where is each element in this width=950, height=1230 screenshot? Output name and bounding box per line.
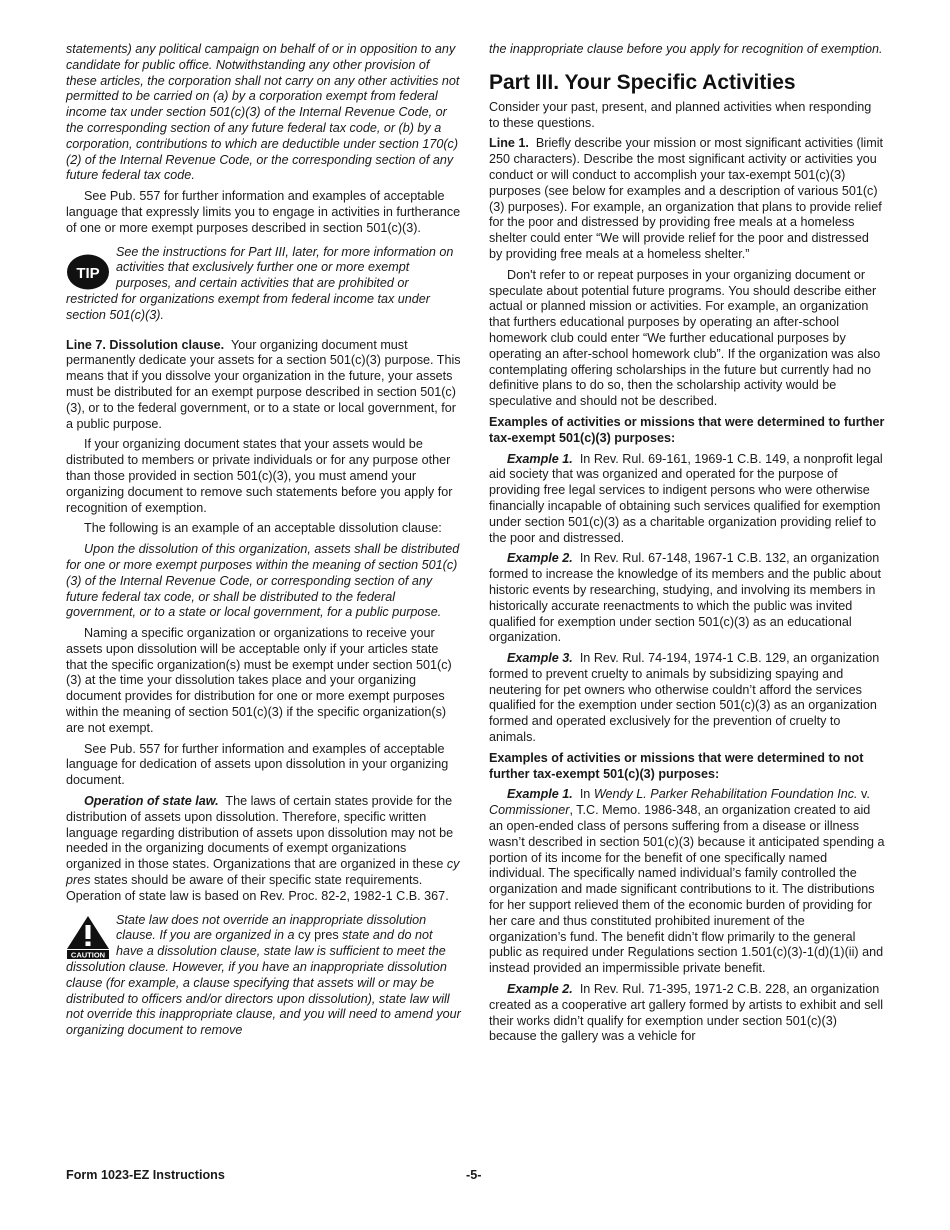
- paragraph: Don't refer to or repeat purposes in your organizing document or speculate about potential future programs. You should describe either actual or planned mission or activities. For example, an organization that furthers educational purposes by operating an after-school homework club could enter “We further educational purposes by operating an after-school homework club”. If the organization was also contemplating offering scholarships in the future but currently had no definitive plans to do so, then the scholarship activity would be speculative and should not be described.: [489, 267, 881, 409]
- right-column: [489, 42, 885, 1050]
- paragraph: See Pub. 557 for further information and examples of acceptable language for dedication of assets upon dissolution in your organizing document.: [66, 741, 449, 788]
- line7-paragraph: [66, 338, 462, 433]
- dissolution-clause-example: Upon the dissolution of this organization, assets shall be distributed for one or more exempt purposes within the meaning of section 501(c)(3) of the Internal Revenue Code, or corresponding section of any future federal tax code, or shall be distributed to the federal government, or to a state or local government, for a public purpose.: [66, 542, 460, 620]
- paragraph: If your organizing document states that your assets would be distributed to members or private individuals or for any purpose other than those provided in section 501(c)(3), you must amend your organizing document to remove such statements before you apply for recognition of exemption.: [66, 437, 453, 515]
- example-paragraph: Example 2. In Rev. Rul. 71-395, 1971-2 C.B. 228, an organization created as a cooperative art gallery formed by artists to exhibit and sell their works didn’t qualify for exemption under section 501(c)(3) because the gallery was a vehicle for: [489, 982, 884, 1044]
- caution-icon: [66, 915, 110, 959]
- example-paragraph: Example 1. In Wendy L. Parker Rehabilitation Foundation Inc. v. Commissioner, T.C. Memo. 1986-348, an organization created to aid an open-ended class of persons suffering from a disease or illness wasn’t described in section 501(c)(3) because it anticipated spending a portion of its income for the benefit of one specifically named individual. The specifically named individual’s family controlled the organization and made significant contributions to it. The distributions for her support relieved them of the economic burden of providing for her care and thus constituted prohibited inurement of the organization’s fund. The benefit didn’t flow primarily to the general public as required under Regulations section 1.501(c)(3)-1(d)(1)(ii) and instead provided an impermissible private benefit.: [489, 787, 885, 976]
- footer-form-name: Form 1023-EZ Instructions: [66, 1168, 225, 1182]
- line1-heading: Line 1.: [489, 136, 529, 151]
- paragraph: statements) any political campaign on behalf of or in opposition to any candidate for public office. Notwithstanding any other provision of these articles, the corporation shall not carry on any other activities not permitted to be carried on (a) by a corporation exempt from federal income tax under section 501(c)(3) of the Internal Revenue Code, or the corresponding section of any future federal tax code, or (b) by a corporation, contributions to which are deductible under section 170(c)(2) of the Internal Revenue Code, or the corresponding section of any future federal tax code.: [66, 42, 460, 183]
- footer-page-number: -5-: [466, 1168, 482, 1182]
- tip-icon-label: TIP: [76, 264, 100, 282]
- tip-text: See the instructions for Part III, later, for more information on activities that exclusively further one or more exempt purposes, and certain activities that are prohibited or restricted for organizations exempt from federal income tax under section 501(c)(3).: [66, 244, 454, 322]
- caution-callout: [66, 913, 462, 1039]
- part-iii-heading: Part III. Your Specific Activities: [489, 70, 796, 94]
- paragraph: The following is an example of an acceptable dissolution clause:: [84, 521, 442, 536]
- paragraph: the inappropriate clause before you apply for recognition of exemption.: [489, 42, 883, 56]
- tip-callout: [66, 245, 462, 324]
- paragraph: Naming a specific organization or organizations to receive your assets upon dissolution will be acceptable only if your articles state that the specific organization(s) must be exempt under section 501(c)(3) at the time your dissolution takes place and your organizing document provides for distribution for one or more exempt purposes within the meaning of section 501(c)(3) if the specific organization(s) are not exempt.: [66, 626, 452, 735]
- line7-heading: Line 7. Dissolution clause.: [66, 337, 225, 352]
- line1-paragraph: Line 1. Briefly describe your mission or most significant activities (limit 250 characters). Describe the most significant activity or activities you conduct or will conduct to accomplish your tax-exempt 501(c)(3) purposes (see below for examples and a description of various 501(c)(3) purposes). For example, an organization that plans to provide relief for the poor and distressed by providing free meals at a homeless shelter could enter “We will provide relief for the poor and distressed by providing free meals at a homeless shelter.”: [489, 136, 884, 261]
- paragraph: See Pub. 557 for further information and examples of acceptable language that expressly limits you to engage in activities in furtherance of one or more exempt purposes described in section 501(c)(3).: [66, 189, 461, 235]
- operation-state-law-heading: Operation of state law.: [84, 794, 219, 809]
- example-paragraph: Example 1. In Rev. Rul. 69-161, 1969-1 C.B. 149, a nonprofit legal aid society that was organized and operated for the purpose of providing free legal services to indigent persons who were otherwise financially incapable of obtaining such services qualified for exemption under section 501(c)(3) as a charitable organization providing relief to the poor and distressed.: [489, 451, 883, 545]
- example-paragraph: Example 3. In Rev. Rul. 74-194, 1974-1 C.B. 129, an organization formed to prevent cruelty to animals by subsidizing spaying and neutering for pet owners who otherwise couldn’t afford the services qualified for the exemption under section 501(c)(3) as an organization formed and operated exclusively for the prevention of cruelty to animals.: [489, 651, 880, 745]
- left-column: [66, 42, 462, 1045]
- example-paragraph: Example 2. In Rev. Rul. 67-148, 1967-1 C.B. 132, an organization formed to increase the knowledge of its members and the public about historic events by researching, studying, and involving its members in historically accurate reenactments to which the public was invited qualified for exemption under section 501(c)(3) as an educational organization.: [489, 551, 882, 645]
- further-examples-heading: Examples of activities or missions that were determined to further tax-exempt 501(c)(3) purposes:: [489, 414, 885, 445]
- line7-text: Your organizing document must permanently dedicate your assets for a section 501(c)(3) purpose. This means that if you dissolve your organization in the future, your assets must be distributed for an exempt purpose described in section 501(c)(3), or to the federal government, or to a state or local government, for a public purpose.: [66, 337, 461, 431]
- caution-icon-label: CAUTION: [70, 950, 106, 959]
- caution-text: State law does not override an inappropriate dissolution clause. If you are organized in a cy pres state and do not have a dissolution clause, state law is sufficient to meet the dissolution clause. However, if you have an inappropriate dissolution clause (for example, a clause specifying that assets will or may be distributed to officers and/or directors upon dissolution), state law will not override this inappropriate clause, and you will need to amend your organizing document to remove: [66, 912, 461, 1038]
- tip-icon: [66, 253, 110, 291]
- paragraph: Consider your past, present, and planned activities when responding to these questions.: [489, 99, 872, 130]
- not-further-examples-heading: Examples of activities or missions that were determined to not further tax-exempt 501(c)(3) purposes:: [489, 750, 864, 781]
- operation-state-law-paragraph: Operation of state law. The laws of certain states provide for the distribution of assets upon dissolution. Therefore, specific written language regarding distribution of assets upon dissolution may not be needed in the organizing documents of exempt organizations organized in those states. Organizations that are organized in these cy pres states should be aware of their specific state requirements. Operation of state law is based on Rev. Proc. 82-2, 1982-1 C.B. 367.: [66, 794, 460, 903]
